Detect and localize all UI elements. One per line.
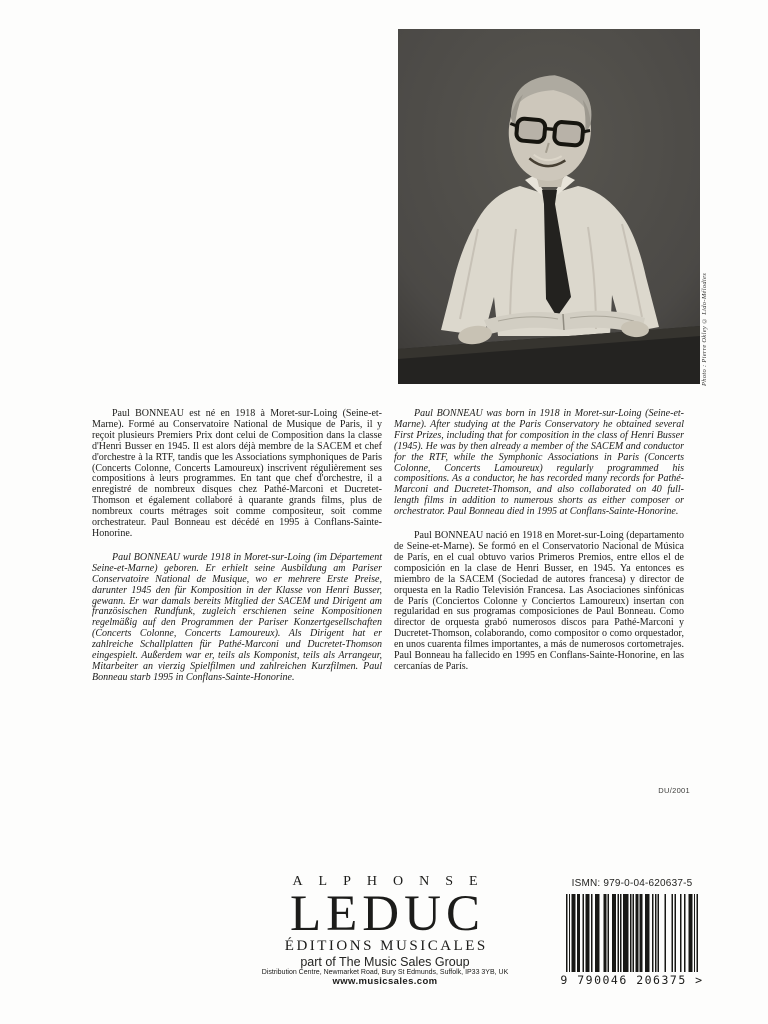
biography-column-right: [394, 409, 684, 697]
publisher-subtitle: ÉDITIONS MUSICALES: [284, 938, 488, 954]
biography-column-left: [92, 409, 382, 697]
bio-paragraph-french: Paul BONNEAU est né en 1918 à Moret-sur-Loing (Seine-et-Marne). Formé au Conservatoire National de Musique de Paris, il y reçoit plusieurs Premiers Prix dont celui de Composition dans la classe d'Henri Busser en 1945. Il est alors déjà membre de la SACEM et chef d'orchestre à la RTF, tandis que les Associations symphoniques de Paris (Concerts Colonne, Concerts Lamoureux) inscrivent régulièrement ses compositions à leurs programmes. En tant que chef d'orchestre, il a enregistré de nombreux disques chez Pathé-Marconi et Ducretet-Thomson et également collaboré à quarante grands films, plus de nombreux courts métrages soit comme compositeur, soit comme orchestrateur. Paul Bonneau est décédé en 1995 à Conflans-Sainte-Honorine.: [92, 408, 382, 539]
photo-credit: Photo : Pierre Okley © Lido-Mélodies: [701, 272, 708, 386]
portrait-photo: [398, 29, 700, 384]
barcode-digits: 9 790046 206375 >: [560, 973, 704, 987]
bio-paragraph-spanish: Paul BONNEAU nació en 1918 en Moret-sur-Loing (departamento de Seine-et-Marne). Se formó en el Conservatorio Nacional de Música de París, en el cual obtuvo varios Primeros Premios, entre ellos el de composición en la clase de Henri Busser, en 1945. Ya entonces es miembro de la SACEM (Sociedad de autores francesa) y director de orquesta en la Radio Televisión Francesa. Las Asociaciones sinfónicas de París (Conciertos Colonne y Conciertos Lamoureux) insertan con regularidad en sus programas composiciones de Paul Bonneau. Como director de orquesta grabó numerosos discos para Pathé-Marconi y Ducretet-Thomson, colaborando, como compositor o como orquestador, en unos cuarenta filmes importantes, a más de numerosos cortometrajes. Paul Bonneau ha fallecido en 1995 en Conflans-Sainte-Honorine, en las cercanías de París.: [394, 530, 684, 672]
publisher-name-main: LEDUC: [290, 886, 485, 942]
publisher-address: Distribution Centre, Newmarket Road, Bury St Edmunds, Suffolk, IP33 3YB, UK: [261, 969, 509, 976]
portrait-illustration: [398, 29, 700, 384]
bio-paragraph-english: Paul BONNEAU was born in 1918 in Moret-sur-Loing (Seine-et-Marne). After studying at the Paris Conservatory he obtained several First Prizes, including that for composition in the class of Henri Busser (1945). He was by then already a member of the SACEM and conductor for the RTF, while the Symphonic Associations in Paris (Concerts Colonne, Concerts Lamoureux) regularly programmed his compositions. As a conductor, he has recorded many records for Pathé-Marconi and Ducretet-Thomson, and also collaborated on 40 full-length films in addition to numerous shorts as either composer or orchestrator. Paul Bonneau died in 1995 at Conflans-Sainte-Honorine.: [394, 408, 684, 518]
edition-ref-code: DU/2001: [658, 786, 690, 795]
publisher-logo-block: [234, 874, 536, 987]
barcode-bars: [552, 894, 712, 972]
publisher-name-top: ALPHONSE: [292, 874, 494, 889]
publisher-website: www.musicsales.com: [332, 976, 438, 987]
ismn-label: ISMN: 979-0-04-620637-5: [571, 878, 693, 889]
publisher-group-line: part of The Music Sales Group: [300, 955, 470, 969]
barcode-block: [552, 878, 712, 987]
bio-paragraph-german: Paul BONNEAU wurde 1918 in Moret-sur-Loing (im Département Seine-et-Marne) geboren. Er erhielt seine Ausbildung am Pariser Conservatoire National de Musique, wo er mehrere Erste Preise, darunter 1945 den für Komposition in der Klasse von Henri Busser, gewann. Er war damals bereits Mitglied der SACEM und Dirigent am französischen Rundfunk, zugleich erschienen seine Kompositionen regelmäßig auf den Programmen der Pariser Konzertgesellschaften (Concerts Colonne, Concerts Lamoureux). Als Dirigent hat er zahlreiche Schallplatten für Pathé-Marconi und Ducretet-Thomson eingespielt. Außerdem war er, teils als Komponist, teils als Arrangeur, Mitarbeiter an vierzig Spielfilmen und zahlreichen Kurzfilmen. Paul Bonneau starb 1995 in Conflans-Sainte-Honorine.: [92, 551, 382, 683]
biography-columns: [92, 409, 684, 697]
